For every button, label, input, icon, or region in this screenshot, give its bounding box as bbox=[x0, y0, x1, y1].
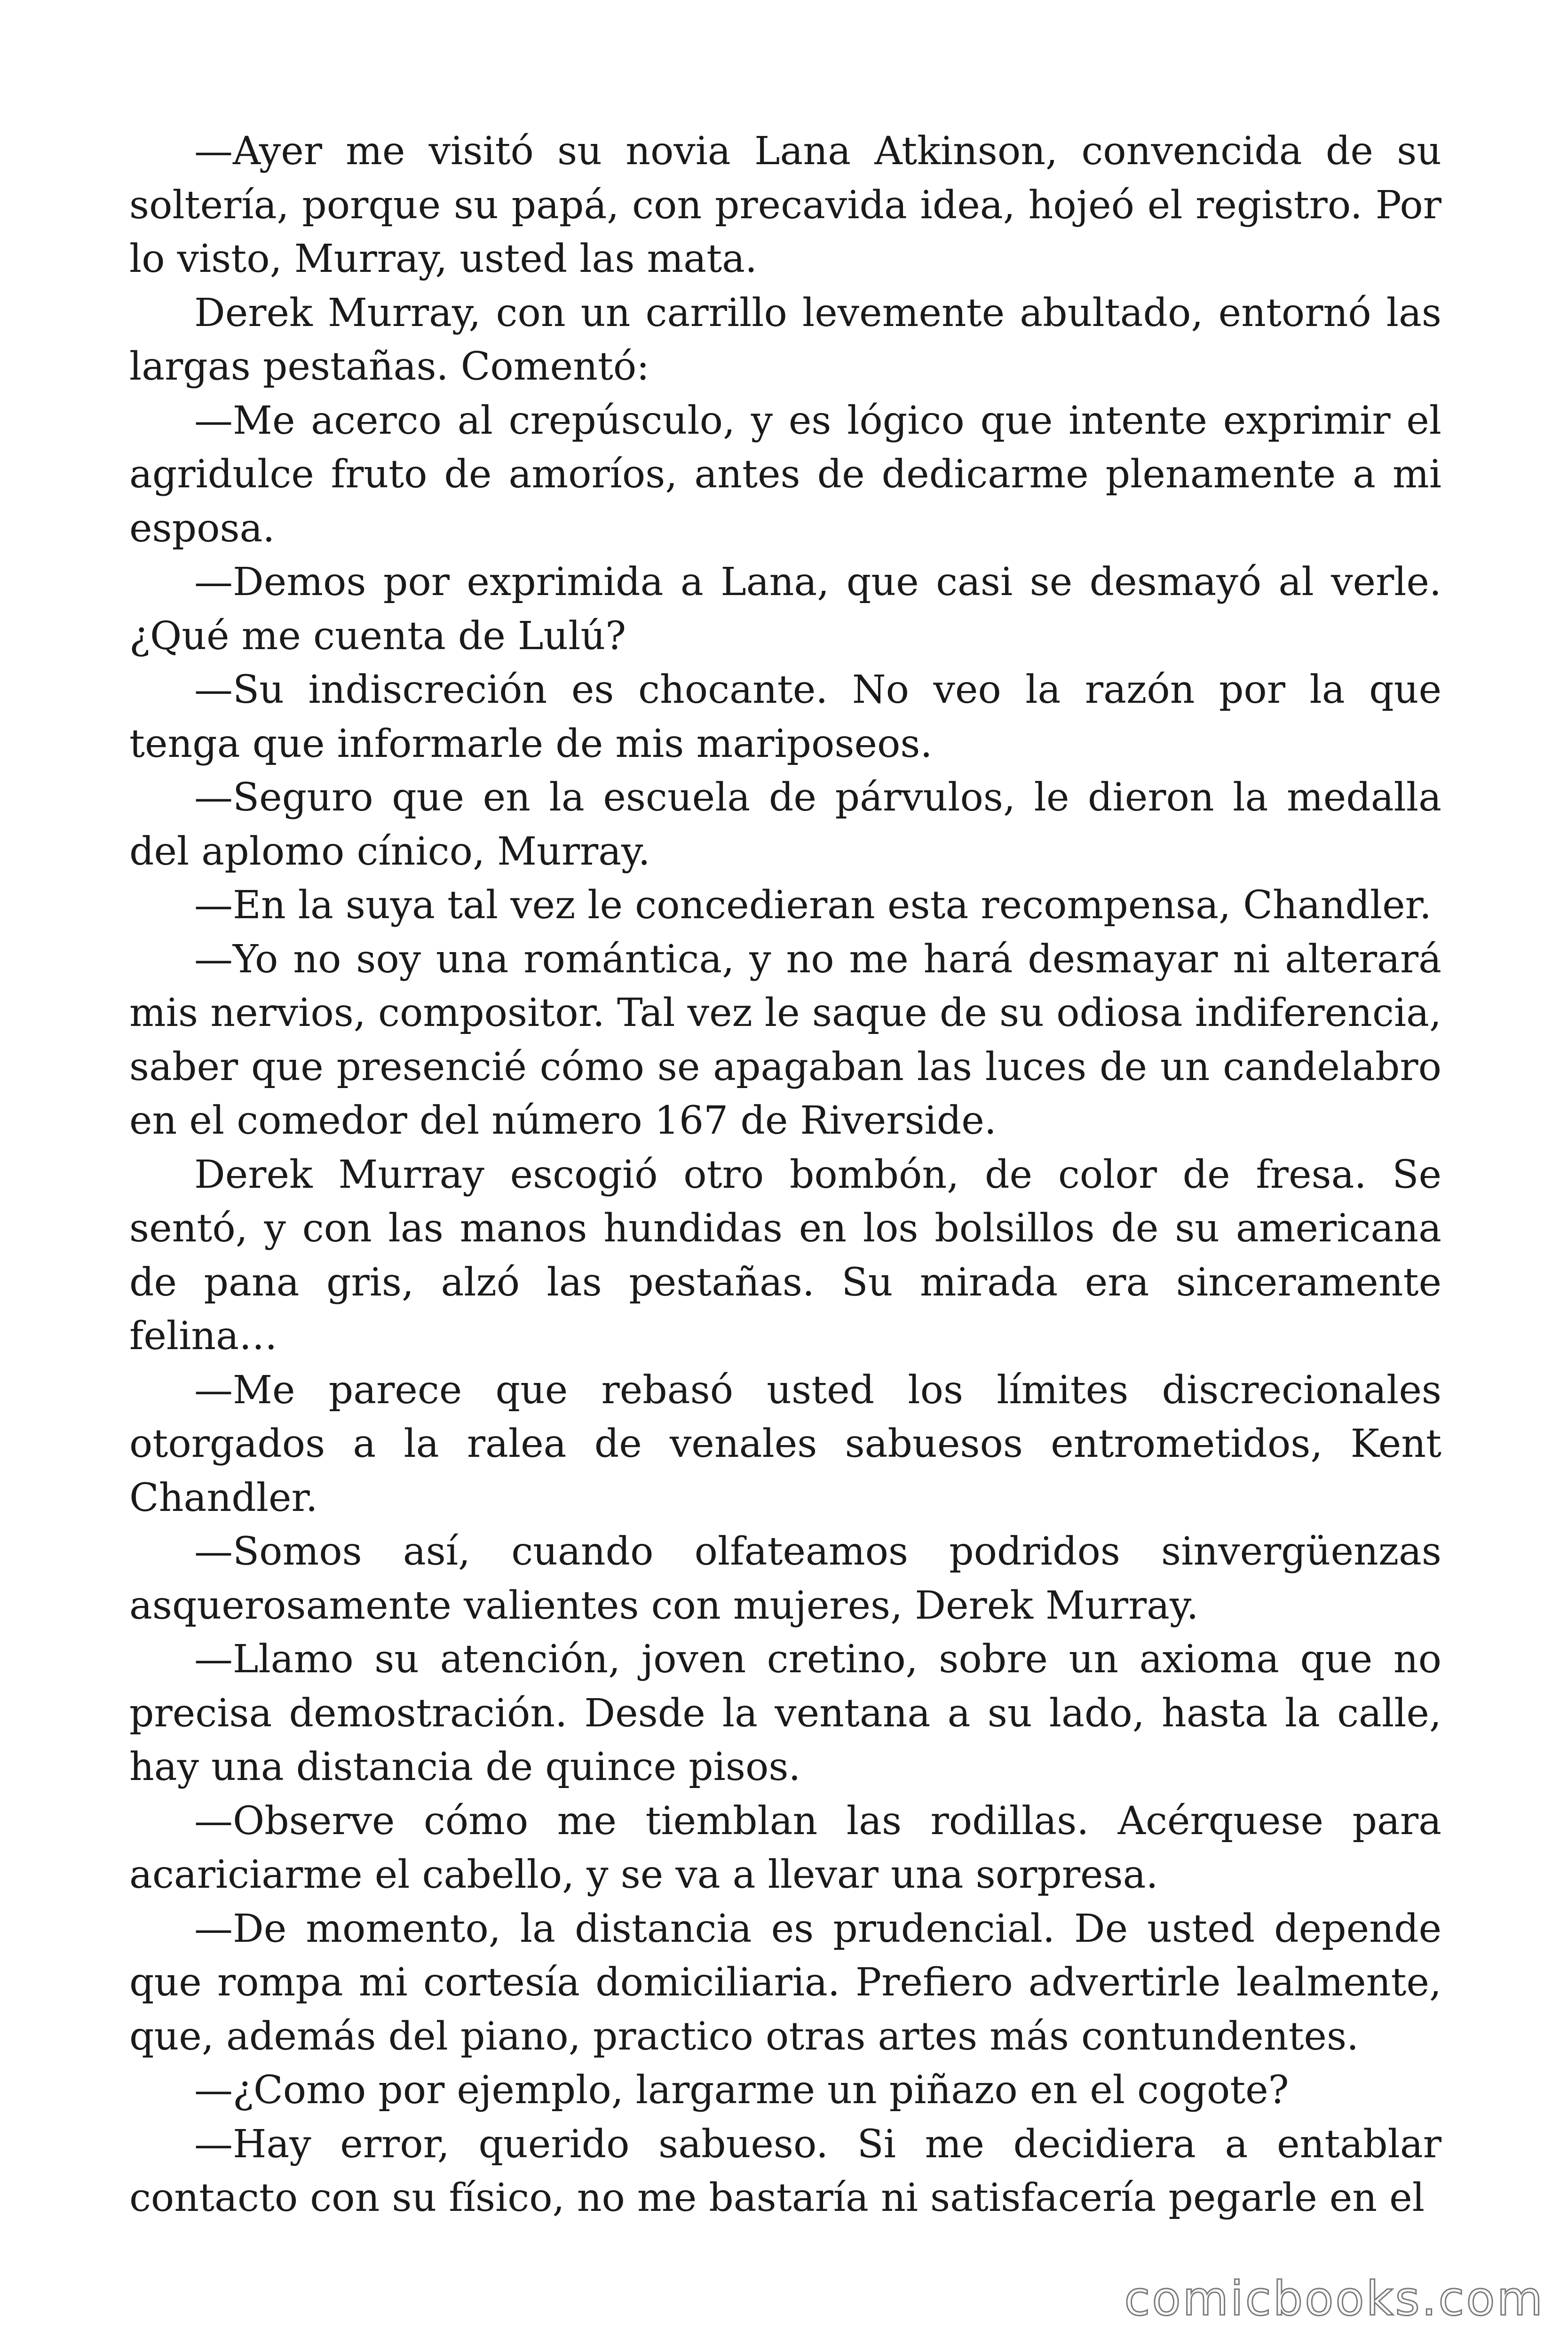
paragraph: —Somos así, cuando olfateamos podridos sinvergüenzas asquerosamente valientes con mujeres, Derek Murray. bbox=[129, 1529, 1441, 1628]
paragraph: —Yo no soy una romántica, y no me hará desmayar ni alterará mis nervios, compositor. Tal vez le saque de su odiosa indiferencia, saber que presencié cómo se apagaban las luces de un candelabro en el comedor del número 167 de Riverside. bbox=[129, 937, 1441, 1143]
paragraph: —Me parece que rebasó usted los límites discrecionales otorgados a la ralea de venales sabuesos entrometidos, Kent Chandler. bbox=[129, 1367, 1441, 1520]
paragraph: —Demos por exprimida a Lana, que casi se desmayó al verle. ¿Qué me cuenta de Lulú? bbox=[129, 560, 1441, 659]
paragraph: Derek Murray escogió otro bombón, de color de fresa. Se sentó, y con las manos hundidas en los bolsillos de su americana de pana gris, alzó las pestañas. Su mirada era sinceramente felina… bbox=[129, 1152, 1441, 1359]
book-page-text bbox=[129, 125, 1441, 2225]
paragraph: Derek Murray, con un carrillo levemente abultado, entornó las largas pestañas. Comentó: bbox=[129, 290, 1441, 389]
paragraph: —Ayer me visitó su novia Lana Atkinson, convencida de su soltería, porque su papá, con precavida idea, hojeó el registro. Por lo visto, Murray, usted las mata. bbox=[129, 129, 1441, 281]
paragraph: —Hay error, querido sabueso. Si me decidiera a entablar contacto con su físico, no me bastaría ni satisfacería pegarle en el bbox=[129, 2122, 1441, 2220]
paragraph: —De momento, la distancia es prudencial. De usted depende que rompa mi cortesía domiciliaria. Prefiero advertirle lealmente, que, además del piano, practico otras artes más contundentes. bbox=[129, 1906, 1441, 2059]
paragraph: —En la suya tal vez le concedieran esta recompensa, Chandler. bbox=[194, 883, 1432, 928]
watermark: comicbooks.com bbox=[1124, 2271, 1544, 2326]
paragraph: —Su indiscreción es chocante. No veo la razón por la que tenga que informarle de mis mariposeos. bbox=[129, 667, 1441, 766]
paragraph: —¿Como por ejemplo, largarme un piñazo en el cogote? bbox=[194, 2068, 1289, 2113]
paragraph: —Me acerco al crepúsculo, y es lógico que intente exprimir el agridulce fruto de amoríos, antes de dedicarme plenamente a mi esposa. bbox=[129, 398, 1441, 551]
paragraph: —Observe cómo me tiemblan las rodillas. Acérquese para acariciarme el cabello, y se va a llevar una sorpresa. bbox=[129, 1798, 1441, 1897]
paragraph: —Llamo su atención, joven cretino, sobre un axioma que no precisa demostración. Desde la ventana a su lado, hasta la calle, hay una distancia de quince pisos. bbox=[129, 1637, 1441, 1789]
paragraph: —Seguro que en la escuela de párvulos, le dieron la medalla del aplomo cínico, Murray. bbox=[129, 775, 1441, 874]
